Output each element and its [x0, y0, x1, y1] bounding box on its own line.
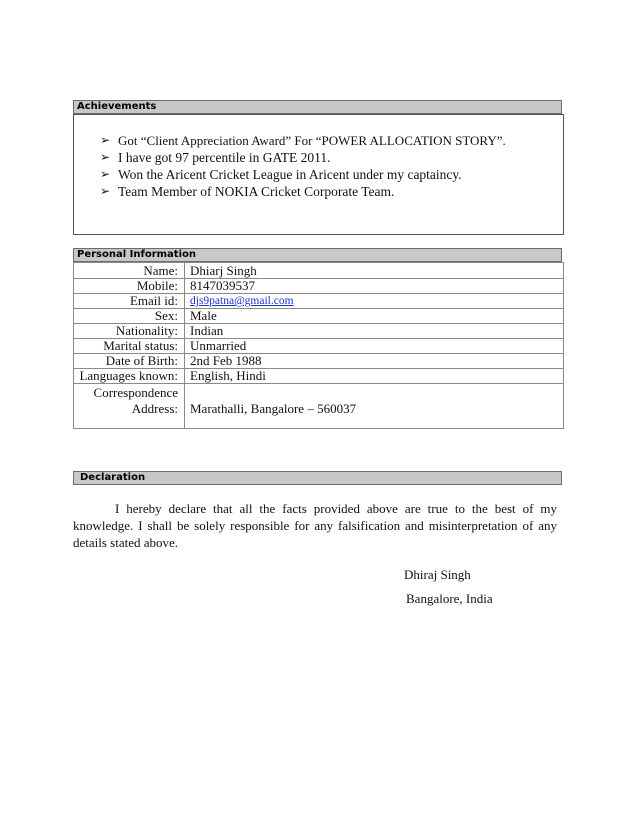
languages-label: Languages known: — [79, 368, 178, 383]
address-value: Marathalli, Bangalore – 560037 — [190, 401, 357, 416]
sex-label: Sex: — [154, 308, 178, 323]
achievements-list — [100, 132, 506, 200]
table-row — [74, 293, 563, 309]
address-label: Correspondence Address: — [93, 385, 178, 416]
list-item: ➢ I have got 97 percentile in GATE 2011. — [100, 150, 331, 165]
languages-value: English, Hindi — [190, 368, 266, 383]
declaration-text: I hereby declare that all the facts provided above are true to the best of my knowledge. I shall be solely responsible for any falsification and misinterpretation of any details stated above. — [73, 501, 557, 550]
arrowhead-bullet-icon: ➢ — [100, 133, 111, 147]
arrowhead-bullet-icon: ➢ — [100, 167, 111, 181]
table-row — [74, 278, 563, 294]
signature-name: Dhiraj Singh — [404, 567, 471, 582]
list-item: ➢ Team Member of NOKIA Cricket Corporate Team. — [100, 184, 395, 199]
nationality-value: Indian — [190, 323, 224, 338]
table-row — [74, 338, 563, 354]
dob-value: 2nd Feb 1988 — [190, 353, 262, 368]
table-row — [74, 384, 563, 428]
sex-value: Male — [190, 308, 217, 323]
dob-label: Date of Birth: — [105, 353, 178, 368]
table-row — [74, 308, 563, 324]
arrowhead-bullet-icon: ➢ — [100, 150, 111, 164]
table-row — [74, 353, 563, 369]
list-item: ➢ Got “Client Appreciation Award” For “POWER ALLOCATION STORY”. — [100, 133, 506, 148]
marital-status-value: Unmarried — [190, 338, 247, 353]
nationality-label: Nationality: — [115, 323, 178, 338]
email-link[interactable]: djs9patna@gmail.com — [190, 295, 294, 307]
mobile-value: 8147039537 — [190, 278, 255, 293]
achievements-box — [73, 114, 564, 235]
list-item: ➢ Won the Aricent Cricket League in Aricent under my captaincy. — [100, 167, 462, 182]
achievements-header: Achievements — [73, 100, 562, 114]
mobile-label: Mobile: — [136, 278, 178, 293]
table-row — [74, 263, 563, 279]
personal-info-header: Personal Information — [73, 248, 562, 262]
declaration-header: Declaration — [73, 471, 562, 485]
personal-info-table — [73, 262, 564, 429]
signature-place: Bangalore, India — [406, 591, 493, 606]
name-value: Dhiarj Singh — [190, 263, 257, 278]
name-label: Name: — [143, 263, 178, 278]
marital-status-label: Marital status: — [103, 338, 178, 353]
arrowhead-bullet-icon: ➢ — [100, 184, 111, 198]
table-row — [74, 323, 563, 339]
email-label: Email id: — [129, 293, 178, 308]
table-row — [74, 368, 563, 384]
